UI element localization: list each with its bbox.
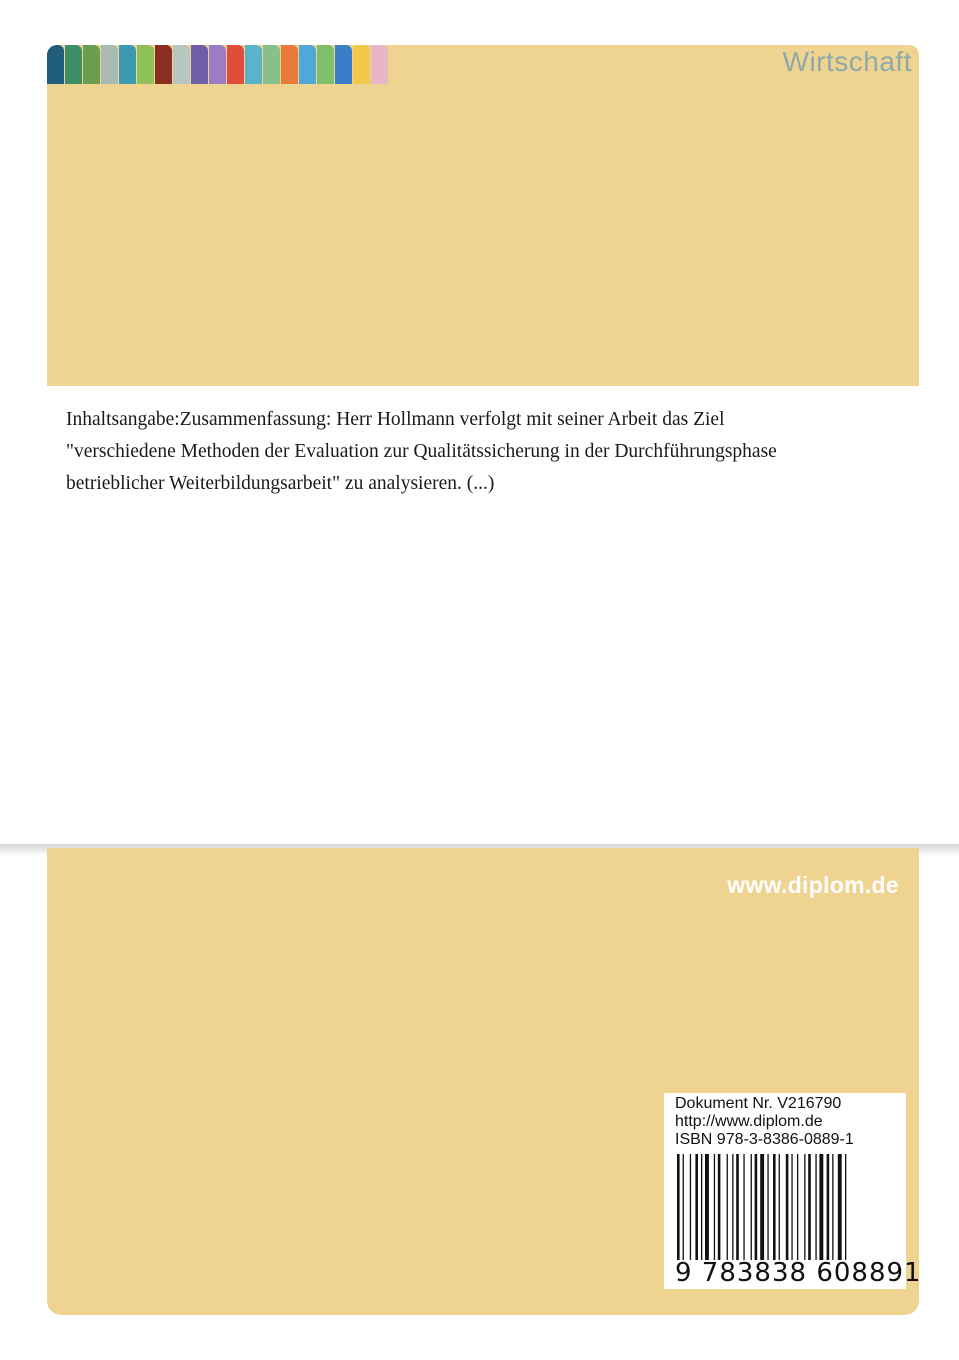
barcode-bar bbox=[736, 1154, 739, 1260]
document-isbn: ISBN 978-3-8386-0889-1 bbox=[675, 1131, 854, 1148]
color-stripe bbox=[281, 45, 298, 84]
barcode-bar bbox=[773, 1154, 776, 1260]
color-stripe bbox=[227, 45, 244, 84]
color-stripe bbox=[263, 45, 280, 84]
document-website: http://www.diplom.de bbox=[675, 1113, 823, 1130]
color-stripe bbox=[65, 45, 82, 84]
barcode-bar bbox=[827, 1154, 830, 1260]
color-stripe bbox=[371, 45, 388, 84]
barcode-bar bbox=[714, 1154, 715, 1260]
barcode-bar bbox=[797, 1154, 798, 1260]
barcode-bar bbox=[786, 1154, 789, 1260]
barcode-bar bbox=[732, 1154, 733, 1260]
barcode-bar bbox=[743, 1154, 744, 1260]
barcode-bar bbox=[705, 1154, 709, 1260]
cover-top-panel bbox=[47, 45, 919, 386]
color-stripe bbox=[47, 45, 64, 84]
color-stripe bbox=[245, 45, 262, 84]
color-stripe bbox=[353, 45, 370, 84]
document-number: Dokument Nr. V216790 bbox=[675, 1095, 842, 1112]
barcode-bar bbox=[677, 1154, 680, 1260]
color-stripe bbox=[119, 45, 136, 84]
color-stripe bbox=[137, 45, 154, 84]
barcode-bar bbox=[755, 1154, 758, 1260]
barcode-bar bbox=[683, 1154, 684, 1260]
barcode-bar bbox=[804, 1154, 805, 1260]
barcode-bar bbox=[767, 1154, 768, 1260]
barcode-bar bbox=[751, 1154, 752, 1260]
barcode-bar bbox=[760, 1154, 764, 1260]
barcode-bar bbox=[718, 1154, 721, 1260]
color-stripe bbox=[101, 45, 118, 84]
color-stripe bbox=[335, 45, 352, 84]
barcode-bar bbox=[808, 1154, 811, 1260]
publisher-url: www.diplom.de bbox=[727, 872, 899, 898]
barcode-bar bbox=[838, 1154, 842, 1260]
category-label: Wirtschaft bbox=[782, 46, 912, 77]
barcode-digits: 9 783838 608891 bbox=[675, 1258, 922, 1288]
abstract-text: Inhaltsangabe:Zusammenfassung: Herr Hollmann verfolgt mit seiner Arbeit das Ziel "verschiedene Methoden der Evaluation zur Qualitätssicherung in der Durchführungsphase betrieblicher Weiterbildungsarbeit" zu analysieren. (...) bbox=[66, 409, 777, 494]
color-stripe bbox=[155, 45, 172, 84]
color-stripe bbox=[83, 45, 100, 84]
barcode-bar bbox=[832, 1154, 833, 1260]
barcode-bar bbox=[819, 1154, 823, 1260]
barcode-bar bbox=[701, 1154, 702, 1260]
document-info bbox=[675, 1095, 854, 1149]
barcode-bar bbox=[791, 1154, 792, 1260]
color-stripe bbox=[299, 45, 316, 84]
color-stripe bbox=[209, 45, 226, 84]
color-stripe bbox=[317, 45, 334, 84]
barcode-bar bbox=[727, 1154, 728, 1260]
barcode-bar bbox=[690, 1154, 691, 1260]
color-stripe-bar bbox=[47, 45, 389, 84]
barcode-bar bbox=[845, 1154, 846, 1260]
barcode-bar bbox=[815, 1154, 816, 1260]
color-stripe bbox=[173, 45, 190, 84]
color-stripe bbox=[191, 45, 208, 84]
barcode-bar bbox=[695, 1154, 698, 1260]
isbn-barcode bbox=[675, 1154, 901, 1260]
barcode-bar bbox=[779, 1154, 780, 1260]
